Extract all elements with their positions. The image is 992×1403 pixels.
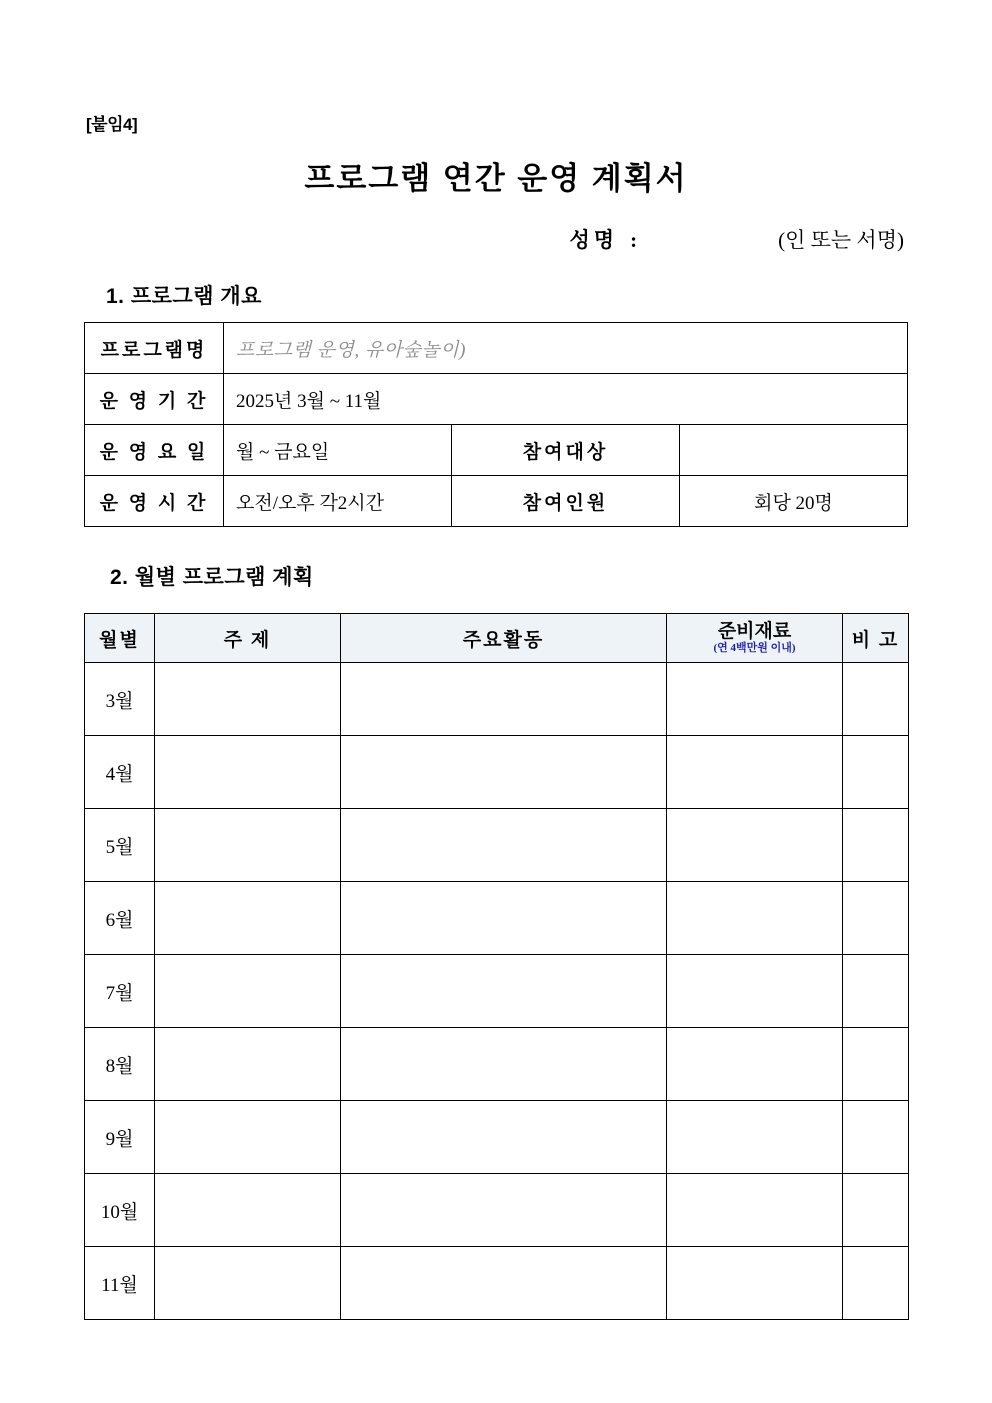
table-row <box>85 882 909 955</box>
cell-month: 7월 <box>85 955 155 1028</box>
cell-materials[interactable] <box>667 809 843 882</box>
table-row <box>85 736 909 809</box>
cell-remark[interactable] <box>843 1101 909 1174</box>
overview-label-program-name: 프로그램명 <box>85 323 224 374</box>
overview-label-period: 운 영 기 간 <box>85 374 224 425</box>
column-header-materials-text: 준비재료 <box>717 620 792 642</box>
cell-activity[interactable] <box>341 1247 667 1320</box>
cell-materials[interactable] <box>667 1247 843 1320</box>
cell-materials[interactable] <box>667 1174 843 1247</box>
signature-note: (인 또는 서명) <box>778 228 904 252</box>
table-row <box>85 425 908 476</box>
cell-month: 9월 <box>85 1101 155 1174</box>
table-row <box>85 323 908 374</box>
cell-activity[interactable] <box>341 1101 667 1174</box>
cell-remark[interactable] <box>843 736 909 809</box>
cell-theme[interactable] <box>155 1101 341 1174</box>
table-row <box>85 476 908 527</box>
table-row <box>85 1247 909 1320</box>
cell-activity[interactable] <box>341 736 667 809</box>
table-row <box>85 663 909 736</box>
program-name-placeholder: 프로그램 운영, 유아숲놀이) <box>236 339 466 361</box>
cell-materials[interactable] <box>667 1028 843 1101</box>
overview-value-participants[interactable]: 회당 20명 <box>680 476 908 527</box>
signature-row <box>84 224 904 254</box>
overview-label-participants: 참여인원 <box>452 476 680 527</box>
cell-theme[interactable] <box>155 809 341 882</box>
cell-activity[interactable] <box>341 809 667 882</box>
cell-theme[interactable] <box>155 663 341 736</box>
cell-remark[interactable] <box>843 882 909 955</box>
cell-remark[interactable] <box>843 955 909 1028</box>
overview-value-hours[interactable]: 오전/오후 각2시간 <box>224 476 452 527</box>
overview-value-period[interactable]: 2025년 3월 ~ 11월 <box>224 374 908 425</box>
cell-month: 6월 <box>85 882 155 955</box>
program-overview-table <box>84 322 908 527</box>
cell-materials[interactable] <box>667 736 843 809</box>
column-header-materials <box>667 614 843 663</box>
cell-remark[interactable] <box>843 1028 909 1101</box>
cell-remark[interactable] <box>843 1247 909 1320</box>
cell-activity[interactable] <box>341 955 667 1028</box>
overview-label-days: 운 영 요 일 <box>85 425 224 476</box>
table-header-row <box>85 614 909 663</box>
cell-materials[interactable] <box>667 1101 843 1174</box>
table-row <box>85 1028 909 1101</box>
cell-month: 4월 <box>85 736 155 809</box>
cell-month: 3월 <box>85 663 155 736</box>
column-header-materials-note: (연 4백만원 이내) <box>713 641 796 654</box>
cell-activity[interactable] <box>341 882 667 955</box>
monthly-plan-table <box>84 613 909 1320</box>
name-label: 성명 <box>569 228 619 252</box>
column-header-activity: 주요활동 <box>341 614 667 663</box>
cell-materials[interactable] <box>667 882 843 955</box>
table-row <box>85 1174 909 1247</box>
cell-theme[interactable] <box>155 882 341 955</box>
attachment-label: [붙임4] <box>86 115 138 134</box>
cell-activity[interactable] <box>341 663 667 736</box>
name-colon: : <box>630 228 639 252</box>
cell-activity[interactable] <box>341 1028 667 1101</box>
cell-theme[interactable] <box>155 1247 341 1320</box>
cell-remark[interactable] <box>843 663 909 736</box>
cell-activity[interactable] <box>341 1174 667 1247</box>
column-header-remark: 비 고 <box>843 614 909 663</box>
cell-materials[interactable] <box>667 663 843 736</box>
table-row <box>85 374 908 425</box>
table-row <box>85 809 909 882</box>
overview-label-target: 참여대상 <box>452 425 680 476</box>
cell-month: 5월 <box>85 809 155 882</box>
cell-theme[interactable] <box>155 1028 341 1101</box>
column-header-theme: 주 제 <box>155 614 341 663</box>
cell-remark[interactable] <box>843 809 909 882</box>
overview-value-days[interactable]: 월 ~ 금요일 <box>224 425 452 476</box>
cell-month: 8월 <box>85 1028 155 1101</box>
overview-value-target[interactable] <box>680 425 908 476</box>
cell-month: 11월 <box>85 1247 155 1320</box>
overview-label-hours: 운 영 시 간 <box>85 476 224 527</box>
table-row <box>85 1101 909 1174</box>
cell-theme[interactable] <box>155 1174 341 1247</box>
cell-materials[interactable] <box>667 955 843 1028</box>
cell-remark[interactable] <box>843 1174 909 1247</box>
overview-value-program-name[interactable] <box>224 323 908 374</box>
section-title-monthly-plan: 2. 월별 프로그램 계획 <box>110 566 314 589</box>
cell-theme[interactable] <box>155 736 341 809</box>
page-title: 프로그램 연간 운영 계획서 <box>304 161 688 196</box>
section-title-overview: 1. 프로그램 개요 <box>106 285 262 308</box>
cell-theme[interactable] <box>155 955 341 1028</box>
column-header-month: 월별 <box>85 614 155 663</box>
table-row <box>85 955 909 1028</box>
cell-month: 10월 <box>85 1174 155 1247</box>
